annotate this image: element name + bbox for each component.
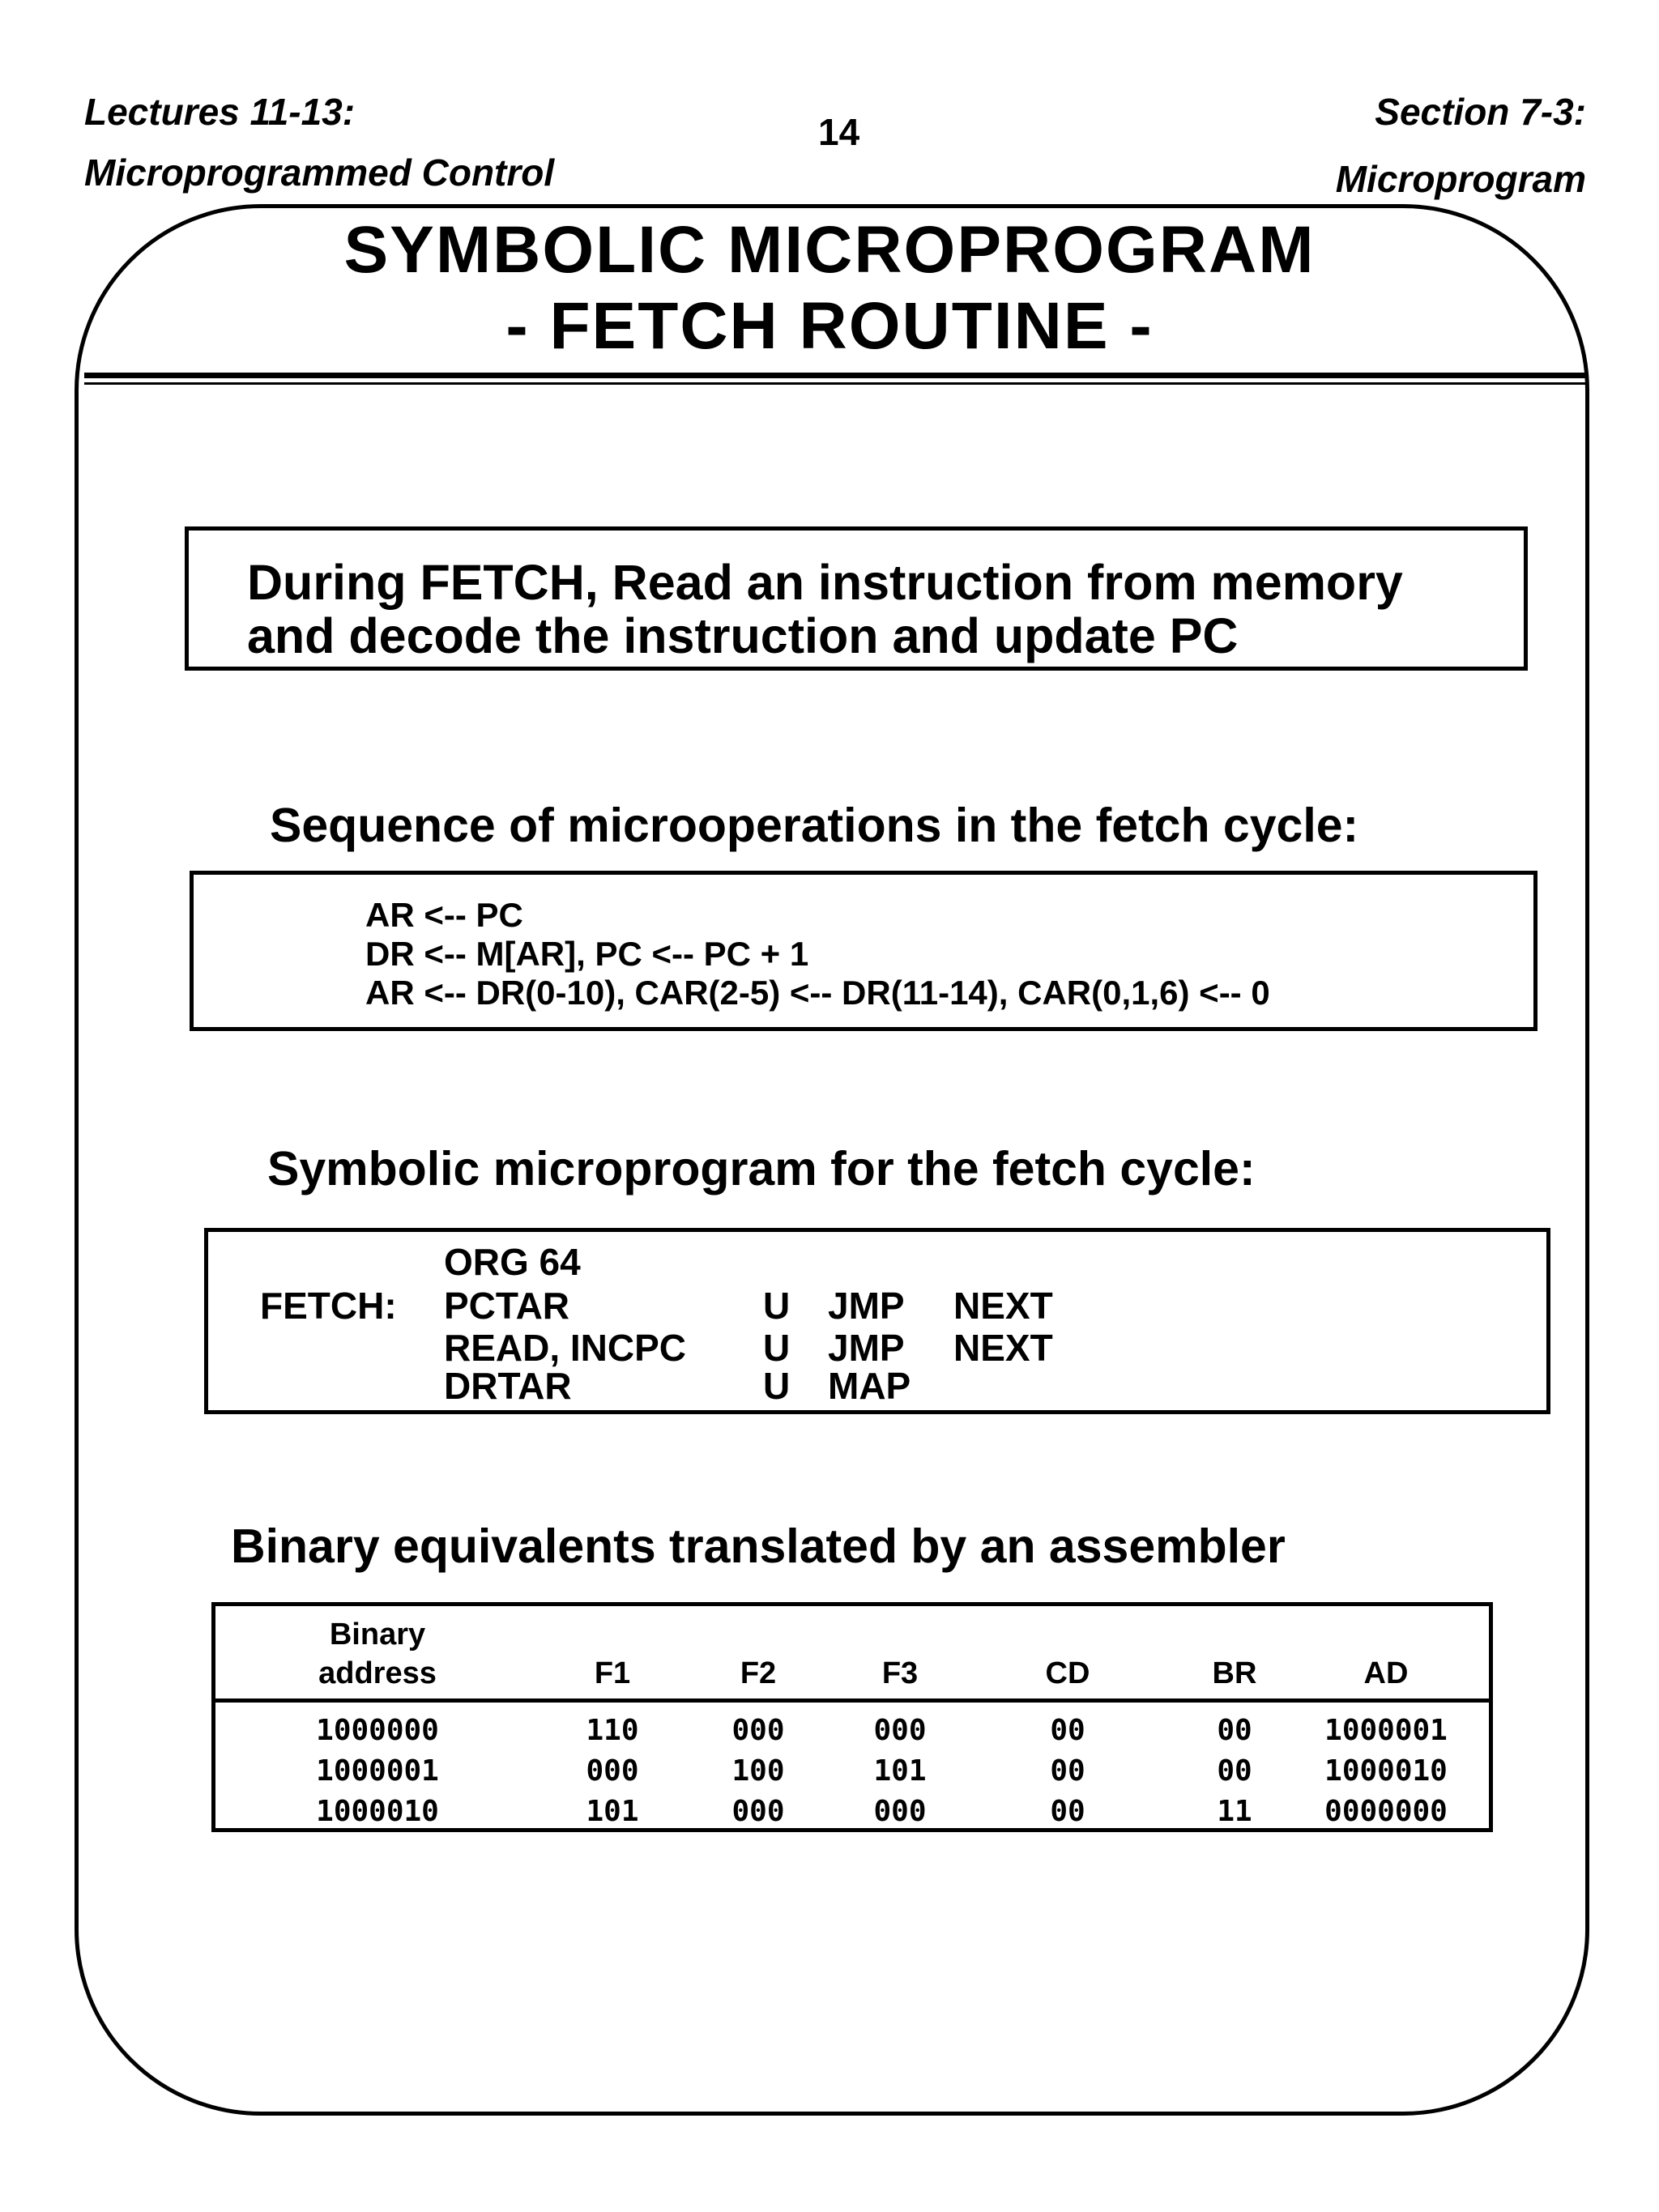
table-cell: 100 (731, 1754, 785, 1788)
table-cell: 00 (1050, 1714, 1085, 1747)
symbolic-condition: U (763, 1365, 791, 1407)
table-cell: 1000000 (316, 1714, 439, 1747)
table-cell: 000 (586, 1754, 639, 1788)
symbolic-branch: JMP (828, 1285, 905, 1327)
binary-table (211, 1602, 1493, 1832)
table-cell: 000 (873, 1714, 927, 1747)
lecture-title-line2: Microprogrammed Control (84, 151, 555, 194)
table-header-f2: F2 (740, 1656, 777, 1690)
table-header-ad: AD (1363, 1656, 1409, 1690)
symbolic-branch: JMP (828, 1327, 905, 1369)
table-cell: 00 (1217, 1714, 1252, 1747)
table-cell: 00 (1217, 1754, 1252, 1788)
lecture-title-line1: Lectures 11-13: (84, 91, 356, 133)
sequence-heading: Sequence of microoperations in the fetch cycle: (270, 799, 1359, 852)
table-header-address: address (318, 1656, 437, 1690)
symbolic-address: NEXT (953, 1327, 1053, 1369)
table-cell: 000 (873, 1795, 927, 1828)
symbolic-condition: U (763, 1285, 791, 1327)
microoperation-line: DR <-- M[AR], PC <-- PC + 1 (365, 935, 809, 973)
symbolic-condition: U (763, 1327, 791, 1369)
section-title-line1: Section 7-3: (1375, 91, 1586, 133)
symbolic-address: NEXT (953, 1285, 1053, 1327)
binary-heading: Binary equivalents translated by an assembler (231, 1519, 1286, 1573)
fetch-description-line1: During FETCH, Read an instruction from memory (247, 555, 1403, 610)
table-cell: 000 (731, 1795, 785, 1828)
title-rule-bottom (84, 382, 1586, 385)
table-cell: 101 (873, 1754, 927, 1788)
page-number: 14 (818, 111, 860, 153)
symbolic-ops: DRTAR (444, 1365, 572, 1407)
symbolic-branch: MAP (828, 1365, 911, 1407)
section-title-line2: Microprogram (1335, 158, 1586, 200)
table-header-br: BR (1212, 1656, 1257, 1690)
table-cell: 000 (731, 1714, 785, 1747)
table-header-rule (215, 1698, 1489, 1703)
microoperations-box (190, 871, 1537, 1031)
symbolic-ops: PCTAR (444, 1285, 570, 1327)
symbolic-label: FETCH: (260, 1285, 397, 1327)
microoperation-line: AR <-- PC (365, 896, 523, 934)
table-row (215, 1797, 1489, 1833)
table-cell: 1000010 (316, 1795, 439, 1828)
table-header-cd: CD (1045, 1656, 1090, 1690)
table-header-f1: F1 (594, 1656, 631, 1690)
microoperation-line: AR <-- DR(0-10), CAR(2-5) <-- DR(11-14), CAR(0,1,6) <-- 0 (365, 974, 1270, 1012)
table-cell: 110 (586, 1714, 639, 1747)
table-header-f3: F3 (881, 1656, 919, 1690)
table-cell: 0000000 (1324, 1795, 1448, 1828)
symbolic-ops: ORG 64 (444, 1241, 581, 1283)
table-cell: 1000001 (1324, 1714, 1448, 1747)
table-cell: 00 (1050, 1754, 1085, 1788)
table-header-binary: Binary (329, 1617, 426, 1652)
symbolic-ops: READ, INCPC (444, 1327, 687, 1369)
fetch-description-box (185, 526, 1528, 671)
slide-title-line2: - FETCH ROUTINE - (505, 289, 1154, 363)
table-cell: 11 (1217, 1795, 1252, 1828)
symbolic-heading: Symbolic microprogram for the fetch cycle: (267, 1142, 1256, 1196)
symbolic-program-box (204, 1228, 1550, 1414)
table-row (215, 1754, 1489, 1792)
table-cell: 00 (1050, 1795, 1085, 1828)
title-rule-top (84, 373, 1586, 378)
table-cell: 101 (586, 1795, 639, 1828)
table-cell: 1000001 (316, 1754, 439, 1788)
microoperations-list (365, 896, 1270, 1012)
fetch-description-line2: and decode the instruction and update PC (247, 608, 1239, 663)
table-row (215, 1716, 1489, 1752)
slide-title-line1: SYMBOLIC MICROPROGRAM (343, 213, 1316, 287)
table-cell: 1000010 (1324, 1754, 1448, 1788)
